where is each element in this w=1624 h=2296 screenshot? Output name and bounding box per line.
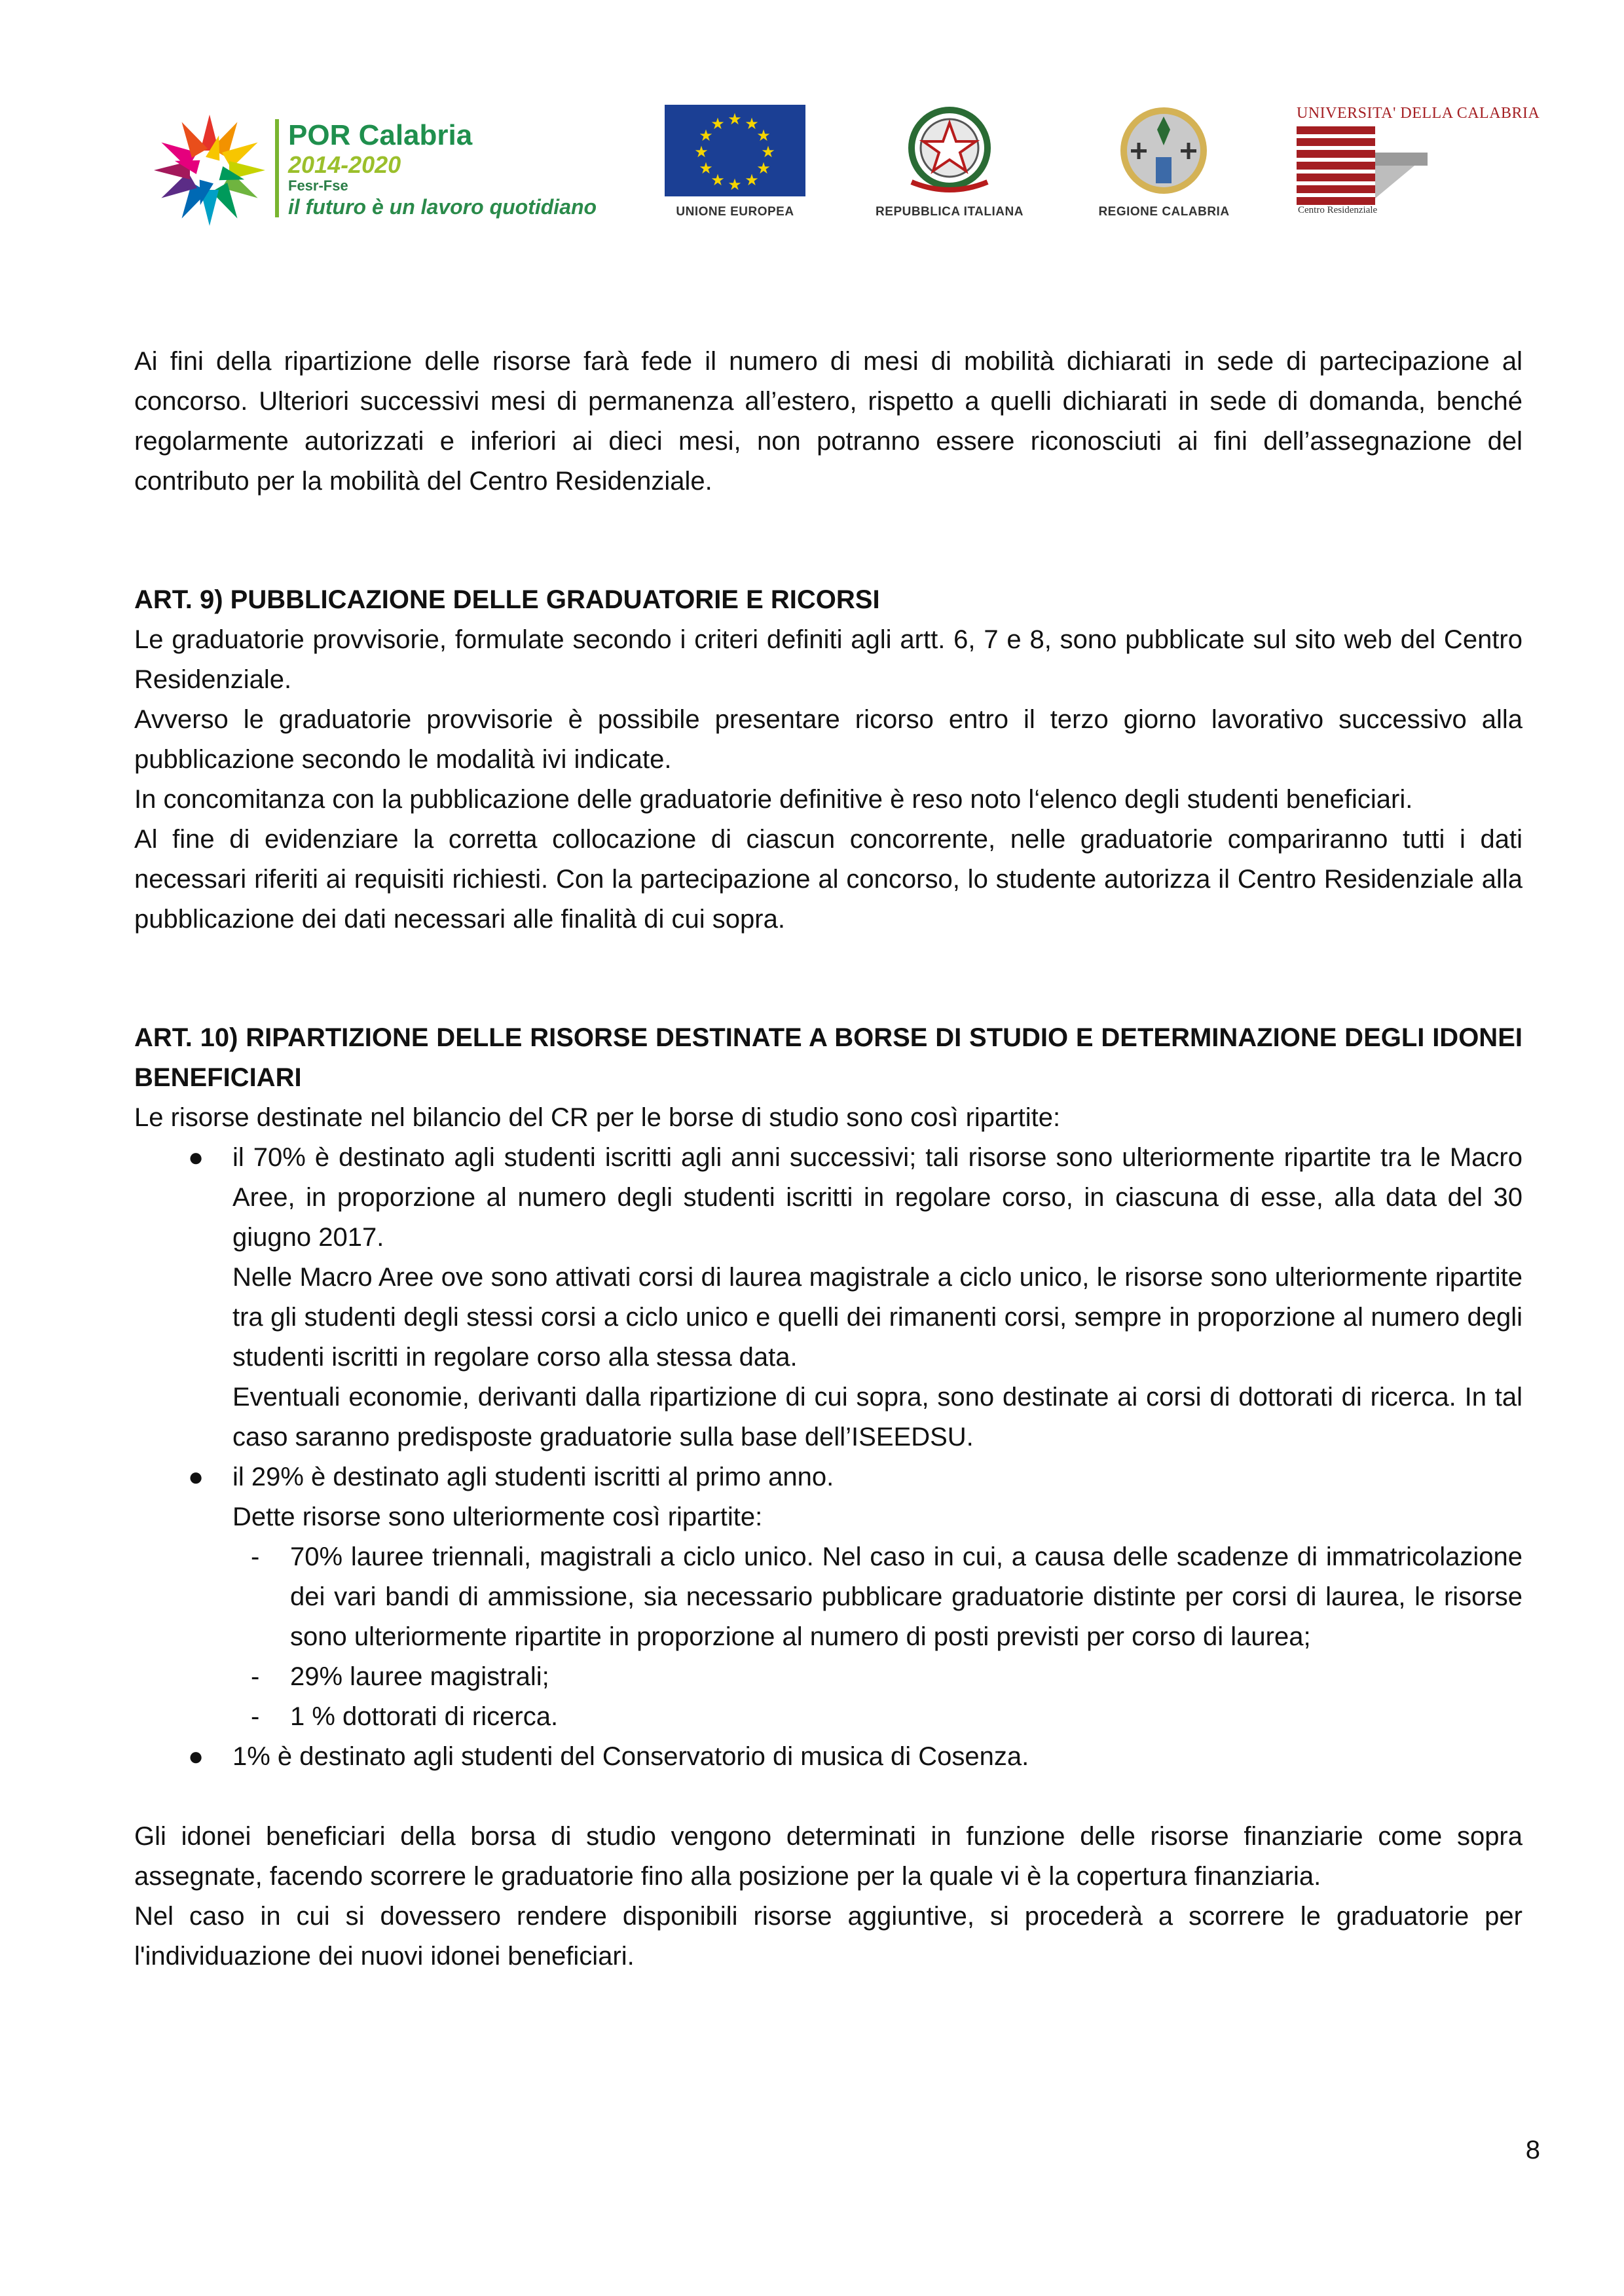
bullet-text: il 29% è destinato agli studenti iscritti al primo anno. <box>232 1463 834 1491</box>
svg-text:★: ★ <box>728 110 742 128</box>
bullet-text: 1% è destinato agli studenti del Conservatorio di musica di Cosenza. <box>232 1742 1029 1771</box>
bullet-text: Eventuali economie, derivanti dalla ripartizione di cui sopra, sono destinate ai corsi di dottorati di ricerca. In tal caso saranno predisposte graduatorie sulla base dell’ISEEDSU. <box>232 1383 1522 1451</box>
bullet-icon: ● <box>188 1463 204 1491</box>
por-fund: Fesr-Fse <box>288 177 348 194</box>
svg-text:★: ★ <box>710 171 725 189</box>
svg-text:★: ★ <box>699 126 713 145</box>
bullet-icon: ● <box>188 1143 204 1172</box>
region-crest-icon <box>1090 105 1238 196</box>
svg-text:★: ★ <box>761 143 775 161</box>
spacer <box>134 501 1522 580</box>
svg-text:★: ★ <box>745 115 759 133</box>
university-subtitle: Centro Residenziale <box>1298 205 1378 215</box>
por-title: POR Calabria <box>288 119 473 151</box>
list-item <box>134 1737 1522 1777</box>
bullet-text: Nelle Macro Aree ove sono attivati corsi di laurea magistrale a ciclo unico, le risorse sono ulteriormente ripartite tra gli studenti degli stessi corsi a ciclo unico e quelli dei rimanenti corsi, sempre in proporzione al numero degli studenti iscritti in regolare corso alla stessa data. <box>232 1263 1522 1372</box>
art10-intro: Le risorse destinate nel bilancio del CR per le borse di studio sono così ripartite: <box>134 1103 1061 1132</box>
bullet-text: il 70% è destinato agli studenti iscritti agli anni successivi; tali risorse sono ulteriormente ripartite tra le Macro Aree, in proporzione al numero degli studenti iscritti in regolare corso, in ciascuna di esse, alla data del 30 giugno 2017. <box>232 1143 1522 1252</box>
svg-text:★: ★ <box>699 159 713 177</box>
art9-section <box>134 580 1522 939</box>
por-years: 2014-2020 <box>288 151 401 178</box>
closing-paragraph: Gli idonei beneficiari della borsa di studio vengono determinati in funzione delle risorse finanziarie come sopra assegnate, facendo scorrere le graduatorie fino alla posizione per la quale vi è la copertura finanziaria. <box>134 1822 1522 1891</box>
italy-logo <box>871 105 1028 219</box>
sub-item-text: 1 % dottorati di ricerca. <box>290 1702 559 1731</box>
intro-paragraph: Ai fini della ripartizione delle risorse farà fede il numero di mesi di mobilità dichiarati in sede di partecipazione al concorso. Ulteriori successivi mesi di permanenza all’estero, rispetto a quelli dichiarati in sede di domanda, benché regolarmente autorizzati e inferiori ai dieci mesi, non potranno essere riconosciuti ai fini dell’assegnazione del contributo per la mobilità del Centro Residenziale. <box>134 347 1522 496</box>
art9-heading: ART. 9) PUBBLICAZIONE DELLE GRADUATORIE E RICORSI <box>134 585 880 614</box>
list-item <box>232 1697 1522 1737</box>
art10-sub-list <box>232 1537 1522 1737</box>
region-caption: REGIONE CALABRIA <box>1098 205 1230 219</box>
dash-icon: - <box>251 1662 260 1691</box>
dash-icon: - <box>251 1702 260 1731</box>
art10-section <box>134 1018 1522 1977</box>
svg-text:★: ★ <box>728 175 742 194</box>
university-emblem-icon <box>1297 126 1428 205</box>
por-text-block <box>275 119 597 217</box>
italy-emblem-icon <box>871 105 1028 196</box>
list-item <box>232 1657 1522 1697</box>
svg-text:★: ★ <box>756 159 771 177</box>
document-body <box>134 342 1522 1977</box>
bullet-icon: ● <box>188 1742 204 1771</box>
art9-paragraph: In concomitanza con la pubblicazione delle graduatorie definitive è reso noto l‘elenco degli studenti beneficiari. <box>134 785 1413 814</box>
italy-caption: REPUBBLICA ITALIANA <box>876 205 1024 219</box>
svg-text:★: ★ <box>694 143 709 161</box>
svg-text:★: ★ <box>745 171 759 189</box>
por-motto: il futuro è un lavoro quotidiano <box>288 195 597 219</box>
sub-item-text: 29% lauree magistrali; <box>290 1662 549 1691</box>
closing-paragraph: Nel caso in cui si dovessero rendere disponibili risorse aggiuntive, si procederà a scorrere le graduatorie per l'individuazione dei nuovi idonei beneficiari. <box>134 1902 1522 1971</box>
dash-icon: - <box>251 1542 260 1571</box>
list-item <box>232 1537 1522 1657</box>
svg-text:★: ★ <box>710 115 725 133</box>
eu-logo <box>665 105 805 219</box>
eu-flag-icon <box>665 105 805 196</box>
art9-paragraph: Le graduatorie provvisorie, formulate secondo i criteri definiti agli artt. 6, 7 e 8, sono pubblicate sul sito web del Centro Residenziale. <box>134 625 1522 694</box>
spacer <box>134 939 1522 1018</box>
spacer <box>134 1777 1522 1817</box>
page-number: 8 <box>1525 2136 1540 2164</box>
university-name: UNIVERSITA' DELLA CALABRIA <box>1297 105 1540 122</box>
art9-paragraph: Al fine di evidenziare la corretta collocazione di ciascun concorrente, nelle graduatorie compariranno tutti i dati necessari riferiti ai requisiti richiesti. Con la partecipazione al concorso, lo studente autorizza il Centro Residenziale alla pubblicazione dei dati necessari alle finalità di cui sopra. <box>134 825 1522 934</box>
list-item <box>134 1457 1522 1737</box>
university-logo <box>1297 105 1545 216</box>
por-flower-icon <box>151 111 268 229</box>
eu-caption: UNIONE EUROPEA <box>676 205 794 219</box>
art10-bullet-list <box>134 1138 1522 1777</box>
svg-text:★: ★ <box>756 126 771 145</box>
por-calabria-logo <box>151 105 622 236</box>
region-logo <box>1090 105 1238 219</box>
art9-paragraph: Avverso le graduatorie provvisorie è possibile presentare ricorso entro il terzo giorno lavorativo successivo alla pubblicazione secondo le modalità ivi indicate. <box>134 705 1522 774</box>
list-item <box>134 1138 1522 1457</box>
sub-item-text: 70% lauree triennali, magistrali a ciclo unico. Nel caso in cui, a causa delle scadenze di immatricolazione dei vari bandi di ammissione, sia necessario pubblicare graduatorie distinte per corsi di laurea, le risorse sono ulteriormente ripartite in proporzione al numero di posti previsti per corso di laurea; <box>290 1542 1522 1651</box>
bullet-text: Dette risorse sono ulteriormente così ripartite: <box>232 1503 763 1531</box>
header-logos <box>151 105 1545 236</box>
art10-heading: ART. 10) RIPARTIZIONE DELLE RISORSE DESTINATE A BORSE DI STUDIO E DETERMINAZIONE DEGLI IDONEI BENEFICIARI <box>134 1023 1522 1092</box>
